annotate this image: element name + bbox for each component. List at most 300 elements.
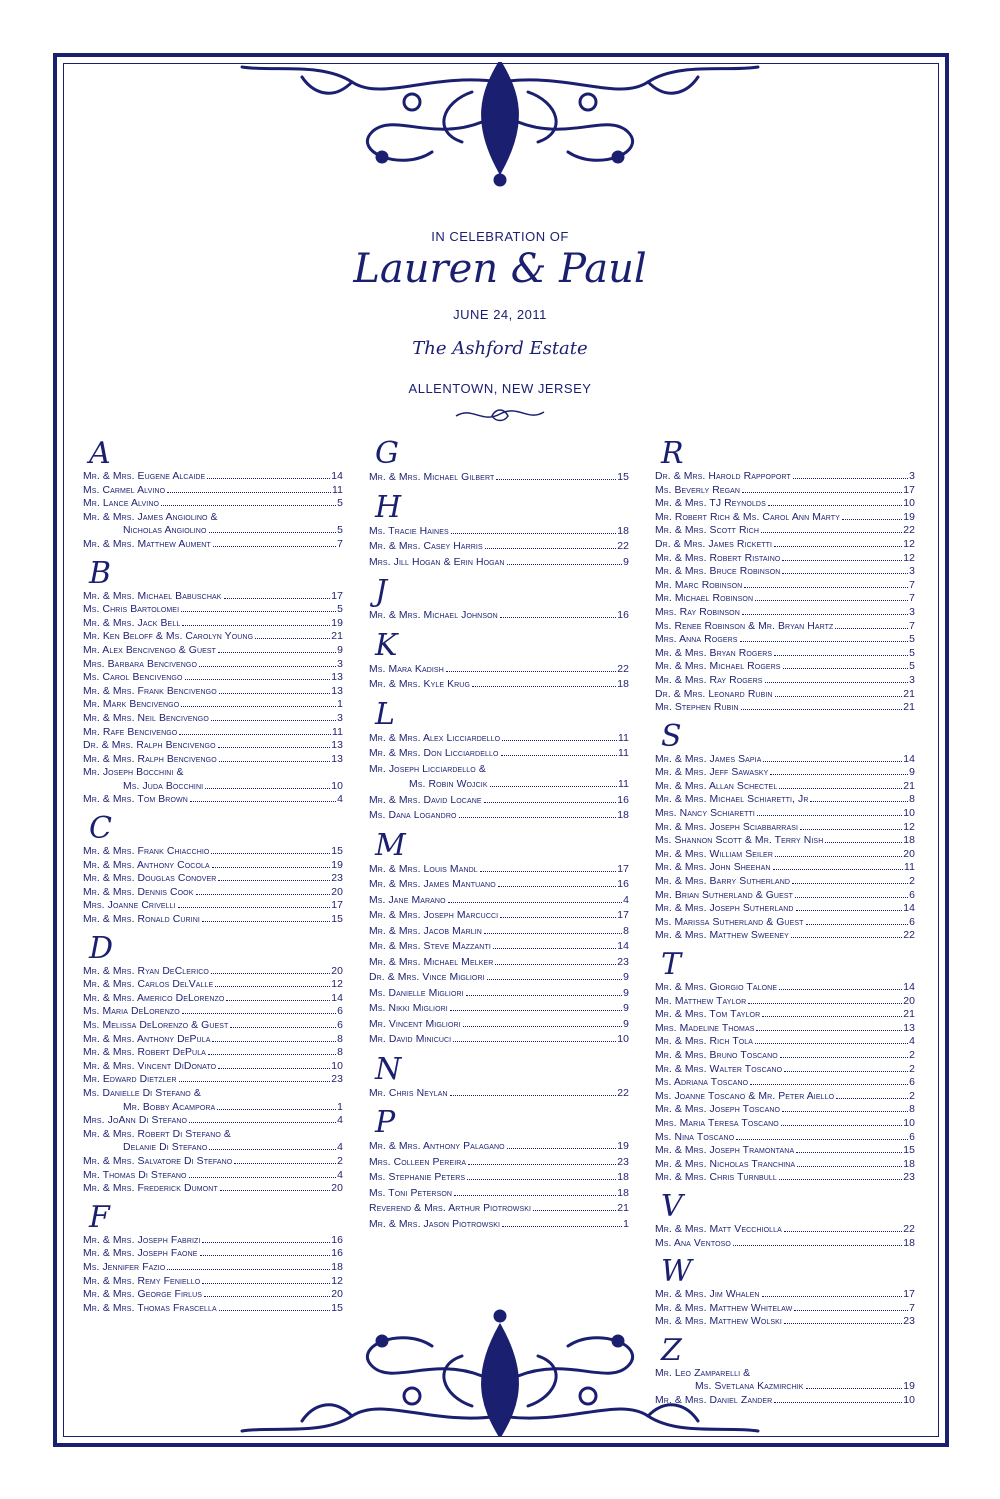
guest-column-3: [655, 438, 915, 1414]
guest-name: Mr. Joseph Licciardello &: [369, 763, 486, 775]
guest-name: Mr. & Mrs. Robert DePula: [83, 1047, 206, 1059]
table-number: 11: [618, 732, 629, 744]
guest-name: Ms. Juda Bocchini: [123, 780, 204, 792]
section-v: [655, 1188, 915, 1256]
table-number: 20: [903, 995, 915, 1007]
section-n: [369, 1051, 629, 1108]
table-number: 10: [617, 1034, 629, 1045]
table-number: 19: [331, 859, 343, 871]
ornament-bottom: [232, 1306, 768, 1436]
table-number: 18: [617, 1172, 629, 1183]
section-a: [83, 438, 343, 558]
guest-entry: [655, 688, 915, 702]
dot-leader: [454, 1195, 616, 1196]
table-number: 14: [331, 471, 343, 482]
guest-column-2: [369, 438, 629, 1238]
guest-name: Mr. & Mrs. Bruce Robinson: [655, 566, 781, 578]
table-number: 5: [337, 498, 343, 510]
guest-entry: [655, 766, 915, 780]
table-number: 7: [909, 1302, 915, 1314]
guest-name: Mr. Joseph Bocchini &: [83, 767, 184, 779]
guest-name: Mr. & Mrs. Jason Piotrowski: [369, 1218, 501, 1230]
table-number: 22: [903, 1223, 915, 1235]
table-number: 15: [903, 1145, 915, 1157]
dot-leader: [185, 679, 331, 680]
guest-column-1: [83, 438, 343, 1321]
dot-leader: [167, 492, 331, 493]
dot-leader: [741, 709, 903, 710]
guest-name: Mr. & Mrs. Louis Mandl: [369, 863, 478, 875]
dot-leader: [756, 1030, 902, 1031]
dot-leader: [480, 871, 616, 872]
guest-name: Mr. & Mrs. Casey Harris: [369, 541, 483, 552]
table-number: 2: [337, 1155, 343, 1167]
guest-name: Mr. & Mrs. William Seiler: [655, 848, 773, 860]
guest-name: Mr. & Mrs. Tom Taylor: [655, 1009, 761, 1021]
table-number: 9: [623, 1003, 629, 1014]
guest-name: Mr. & Mrs. Daniel Zander: [655, 1395, 773, 1407]
guest-name: Ms. Beverly Regan: [655, 484, 741, 496]
guest-name: Mr. & Mrs. Bryan Rogers: [655, 647, 773, 659]
guest-name: Mr. & Mrs. Frederick Dumont: [83, 1183, 218, 1195]
guest-name: Ms. Carol Bencivengo: [83, 672, 183, 684]
guest-entry: [83, 1033, 343, 1047]
guest-entry: [83, 1060, 343, 1074]
guest-name: Mr. & Mrs. Jacob Marlin: [369, 925, 482, 937]
guest-entry: [655, 511, 915, 525]
section-letter: H: [375, 489, 402, 525]
guest-entry: [83, 1128, 343, 1142]
guest-name: Ms. Chris Bartolomei: [83, 604, 180, 616]
guest-name: Mr. Alex Bencivengo & Guest: [83, 644, 217, 656]
guest-entry: [83, 658, 343, 672]
table-number: 3: [909, 471, 915, 482]
guest-name: Nicholas Angiolino: [123, 525, 207, 537]
table-number: 10: [903, 498, 915, 510]
dot-leader: [190, 801, 336, 802]
dot-leader: [234, 1163, 336, 1164]
table-number: 4: [337, 1115, 343, 1127]
table-number: 23: [617, 1156, 629, 1168]
dot-leader: [744, 587, 908, 588]
guest-entry: [655, 793, 915, 807]
guest-name: Ms. Ana Ventoso: [655, 1237, 731, 1249]
table-number: 5: [337, 525, 343, 537]
table-number: 1: [623, 1218, 629, 1230]
guest-name: Mr. & Mrs. James Mantuano: [369, 879, 496, 890]
dot-leader: [810, 801, 908, 802]
guest-name: Mrs. Jill Hogan & Erin Hogan: [369, 556, 505, 568]
guest-entry: [369, 955, 629, 971]
guest-entry: [655, 1144, 915, 1158]
table-number: 21: [903, 702, 915, 714]
guest-name: Ms. Dana Logandro: [369, 810, 457, 821]
dot-leader: [794, 1310, 908, 1311]
guest-entry: [369, 1001, 629, 1017]
guest-name: Mr. & Mrs. Ray Rogers: [655, 674, 763, 686]
dot-leader: [496, 479, 616, 480]
guest-entry: [655, 916, 915, 930]
guest-name: Mr. & Mrs. George Firlus: [83, 1289, 203, 1301]
guest-name: Mr. & Mrs. Walter Toscano: [655, 1063, 783, 1075]
table-number: 12: [331, 1275, 343, 1287]
guest-entry: [83, 497, 343, 511]
dot-leader: [825, 842, 902, 843]
guest-entry: [655, 1131, 915, 1145]
guest-entry: [83, 511, 343, 525]
table-number: 21: [903, 1009, 915, 1021]
guest-entry: [655, 524, 915, 538]
guest-name: Mrs. Colleen Pereira: [369, 1156, 467, 1168]
guest-entry: [83, 780, 343, 794]
guest-entry: [83, 1019, 343, 1033]
table-number: 17: [903, 1289, 915, 1301]
dot-leader: [212, 867, 330, 868]
table-number: 20: [331, 1289, 343, 1301]
dot-leader: [779, 989, 902, 990]
table-number: 8: [623, 925, 629, 937]
guest-entry: [83, 1261, 343, 1275]
dot-leader: [196, 894, 331, 895]
section-letter: R: [661, 436, 684, 471]
guest-name: Mr. & Mrs. Matthew Sweeney: [655, 930, 789, 942]
guest-name: Ms. Svetlana Kazmirchik: [695, 1381, 804, 1393]
guest-name: Mr. & Mrs. Joseph Faone: [83, 1248, 198, 1260]
table-number: 3: [337, 712, 343, 724]
guest-name: Mr. & Mrs. Michael Rogers: [655, 661, 781, 673]
guest-name: Mrs. Madeline Thomas: [655, 1022, 755, 1034]
dot-leader: [453, 1041, 616, 1042]
guest-entry: [655, 1076, 915, 1090]
table-number: 23: [903, 1316, 915, 1328]
guest-name: Mr. & Mrs. Neil Bencivengo: [83, 712, 209, 724]
table-number: 19: [617, 1141, 629, 1152]
venue-text: The Ashford Estate: [412, 338, 588, 359]
table-number: 21: [617, 1203, 629, 1214]
table-number: 9: [623, 972, 629, 983]
guest-name: Mr. & Mrs. Vincent DiDonato: [83, 1060, 217, 1072]
guest-name: Mr. Chris Neylan: [369, 1087, 448, 1099]
dot-leader: [202, 1283, 330, 1284]
guest-entry: [83, 1073, 343, 1087]
guest-entry: [655, 1090, 915, 1104]
guest-name: Mr. & Mrs. Salvatore Di Stefano: [83, 1155, 233, 1167]
dot-leader: [775, 856, 902, 857]
guest-name: Mrs. Anna Rogers: [655, 634, 738, 646]
dot-leader: [507, 564, 623, 565]
guest-name: Mr. Edward Dietzler: [83, 1074, 177, 1086]
dot-leader: [181, 706, 336, 707]
section-letter: Z: [661, 1332, 682, 1368]
guest-name: Ms. Mara Kadish: [369, 663, 444, 675]
guest-name: Mr. & Mrs. Anthony Cocola: [83, 859, 210, 871]
dot-leader: [770, 774, 908, 775]
guest-entry: [83, 538, 343, 552]
section-letter: D: [89, 930, 114, 966]
dot-leader: [762, 1296, 903, 1297]
table-number: 7: [909, 579, 915, 591]
dot-leader: [835, 628, 908, 629]
guest-name: Mr. & Mrs. David Locane: [369, 794, 482, 806]
table-number: 22: [617, 663, 629, 675]
dot-leader: [763, 761, 902, 762]
table-number: 20: [331, 1183, 343, 1195]
table-number: 22: [617, 1087, 629, 1099]
table-number: 16: [331, 1248, 343, 1260]
event-location: [300, 380, 700, 398]
guest-name: Mrs. Nancy Schiaretti: [655, 808, 755, 820]
table-number: 15: [331, 1302, 343, 1314]
dot-leader: [487, 979, 622, 980]
dot-leader: [502, 740, 617, 741]
guest-name: Mr. & Mrs. Matthew Aument: [83, 538, 211, 550]
dot-leader: [774, 1402, 902, 1403]
section-letter: S: [661, 718, 682, 754]
table-number: 22: [903, 930, 915, 942]
guest-name: Mr. & Mrs. Giorgio Talone: [655, 982, 778, 993]
dot-leader: [219, 761, 330, 762]
dot-leader: [217, 1109, 336, 1110]
dot-leader: [202, 1242, 330, 1243]
dot-leader: [774, 546, 902, 547]
guest-entry: [655, 1171, 915, 1185]
table-number: 9: [337, 644, 343, 656]
table-number: 16: [331, 1234, 343, 1246]
dot-leader: [472, 686, 616, 687]
intro-text: IN CELEBRATION OF: [431, 229, 569, 244]
guest-entry: [83, 1141, 343, 1155]
dot-leader: [215, 986, 330, 987]
guest-name: Ms. Melissa DeLorenzo & Guest: [83, 1020, 229, 1031]
guest-entry: [83, 524, 343, 538]
table-number: 11: [618, 779, 629, 790]
couple-names: [300, 246, 700, 292]
guest-entry: [83, 470, 343, 484]
guest-entry: [369, 1201, 629, 1217]
dot-leader: [784, 1071, 908, 1072]
guest-entry: [83, 872, 343, 886]
table-number: 6: [909, 916, 915, 928]
dot-leader: [468, 1164, 616, 1165]
table-number: 23: [331, 1074, 343, 1086]
guest-entry: [655, 821, 915, 835]
table-number: 16: [617, 794, 629, 806]
dot-leader: [498, 886, 616, 887]
guest-name: Dr. & Mrs. Harold Rappoport: [655, 471, 791, 482]
table-number: 17: [617, 910, 629, 921]
table-number: 4: [337, 1169, 343, 1181]
table-number: 18: [903, 1158, 915, 1170]
table-number: 6: [909, 1131, 915, 1143]
table-number: 4: [337, 1142, 343, 1154]
guest-name: Mr. & Mrs. Barry Sutherland: [655, 876, 791, 888]
guest-entry: [369, 555, 629, 571]
guest-entry: [369, 924, 629, 940]
guest-name: Mr. & Mrs. Remy Feniello: [83, 1275, 201, 1287]
dot-leader: [757, 815, 902, 816]
guest-name: Mr. & Mrs. Jack Bell: [83, 617, 181, 629]
guest-entry: [655, 1223, 915, 1237]
guest-entry: [655, 889, 915, 903]
guest-name: Ms. Toni Peterson: [369, 1187, 453, 1199]
table-number: 17: [617, 863, 629, 875]
guest-name: Mr. & Mrs. Douglas Conover: [83, 873, 217, 885]
table-number: 21: [903, 780, 915, 792]
guest-entry: [655, 848, 915, 862]
table-number: 14: [331, 992, 343, 1004]
dot-leader: [448, 902, 622, 903]
dot-leader: [782, 1111, 908, 1112]
date-text: JUNE 24, 2011: [453, 307, 547, 322]
guest-entry: [369, 877, 629, 893]
dot-leader: [500, 617, 616, 618]
dot-leader: [484, 933, 622, 934]
guest-entry: [655, 1063, 915, 1077]
guest-entry: [83, 617, 343, 631]
guest-name: Mr. & Mrs. Ryan DeClerico: [83, 965, 209, 977]
dot-leader: [200, 1255, 331, 1256]
guest-entry: [369, 1217, 629, 1233]
guest-entry: [83, 1169, 343, 1183]
table-number: 18: [331, 1261, 343, 1273]
table-number: 12: [903, 821, 915, 833]
guest-entry: [83, 484, 343, 498]
table-number: 14: [617, 941, 629, 952]
table-number: 6: [909, 889, 915, 901]
dot-leader: [762, 1016, 902, 1017]
guest-entry: [83, 978, 343, 992]
dot-leader: [218, 880, 330, 881]
guest-entry: [83, 1247, 343, 1261]
guest-name: Mr. & Mrs. Michael Johnson: [369, 610, 498, 621]
guest-name: Mr. & Mrs. Anthony DePula: [83, 1033, 211, 1045]
guest-name: Mr. Bobby Acampora: [123, 1101, 216, 1113]
guest-name: Mr. Michael Robinson: [655, 593, 754, 605]
dot-leader: [782, 573, 908, 574]
guest-name: Mr. & Mrs. Ralph Bencivengo: [83, 753, 217, 765]
guest-name: Ms. Shannon Scott & Mr. Terry Nish: [655, 835, 824, 847]
dot-leader: [742, 492, 902, 493]
dot-leader: [533, 1210, 616, 1211]
guest-name: Mr. & Mrs. Allan Schectel: [655, 780, 778, 792]
table-number: 17: [331, 590, 343, 602]
dot-leader: [774, 655, 908, 656]
table-number: 5: [909, 634, 915, 646]
table-number: 21: [331, 631, 343, 643]
guest-name: Mr. & Mrs. Alex Licciardello: [369, 732, 501, 744]
dot-leader: [450, 1010, 622, 1011]
guest-entry: [83, 712, 343, 726]
guest-name: Mr. & Mrs. Chris Turnbull: [655, 1172, 777, 1184]
table-number: 15: [617, 472, 629, 483]
dot-leader: [181, 611, 336, 612]
table-number: 18: [617, 525, 629, 537]
dot-leader: [755, 600, 908, 601]
guest-entry: [83, 992, 343, 1006]
table-number: 6: [909, 1077, 915, 1089]
location-text: ALLENTOWN, NEW JERSEY: [408, 381, 592, 396]
section-g: [369, 438, 629, 492]
guest-name: Ms. Jennifer Fazio: [83, 1261, 166, 1273]
dot-leader: [211, 720, 336, 721]
guest-name: Mr. & Mrs. James Sapia: [655, 753, 762, 765]
dot-leader: [182, 625, 330, 626]
guest-entry: [369, 1032, 629, 1048]
guest-name: Mr. Matthew Taylor: [655, 995, 747, 1007]
guest-name: Mr. & Mrs. Thomas Frascella: [83, 1302, 217, 1314]
guest-entry: [655, 1117, 915, 1131]
guest-name: Mr. Vincent Migliori: [369, 1018, 461, 1030]
guest-name: Mr. & Mrs. Joseph Sutherland: [655, 903, 794, 915]
guest-name: Mr. & Mrs. Rich Tola: [655, 1036, 754, 1048]
section-letter: V: [661, 1188, 683, 1224]
guest-entry: [369, 808, 629, 824]
dot-leader: [501, 755, 617, 756]
section-r: [655, 438, 915, 721]
guest-entry: [83, 899, 343, 913]
table-number: 7: [909, 620, 915, 632]
guest-entry: [369, 893, 629, 909]
dot-leader: [781, 1125, 902, 1126]
table-number: 2: [909, 1090, 915, 1102]
guest-name: Mr. & Mrs. Joseph Toscano: [655, 1104, 781, 1116]
guest-entry: [83, 1275, 343, 1289]
dot-leader: [466, 995, 622, 996]
guest-entry: [655, 1158, 915, 1172]
section-b: [83, 555, 343, 814]
table-number: 20: [331, 965, 343, 977]
dot-leader: [208, 1054, 336, 1055]
guest-entry: [369, 793, 629, 809]
guest-entry: [369, 539, 629, 555]
guest-name: Mr. & Mrs. Matthew Whitelaw: [655, 1302, 793, 1314]
dot-leader: [793, 478, 908, 479]
guest-entry: [369, 777, 629, 793]
guest-entry: [655, 647, 915, 661]
table-number: 17: [903, 484, 915, 496]
guest-name: Mr. Ken Beloff & Ms. Carolyn Young: [83, 631, 254, 643]
table-number: 18: [617, 679, 629, 690]
table-number: 4: [337, 794, 343, 806]
names-text: Lauren & Paul: [353, 246, 647, 292]
dot-leader: [768, 505, 902, 506]
dot-leader: [459, 817, 617, 818]
table-number: 20: [331, 886, 343, 898]
section-letter: B: [89, 555, 112, 591]
dot-leader: [507, 1148, 617, 1149]
guest-entry: [655, 1103, 915, 1117]
guest-entry: [655, 660, 915, 674]
table-number: 7: [909, 593, 915, 605]
table-number: 11: [332, 484, 343, 496]
guest-name: Mr. & Mrs. Joseph Tramontana: [655, 1145, 795, 1157]
guest-entry: [369, 970, 629, 986]
dot-leader: [836, 1098, 908, 1099]
section-letter: N: [375, 1051, 402, 1087]
section-letter: G: [375, 436, 399, 471]
guest-entry: [369, 470, 629, 486]
guest-name: Mr. & Mrs. Matthew Wolski: [655, 1316, 782, 1328]
guest-entry: [83, 1087, 343, 1101]
guest-name: Mr. Thomas Di Stefano: [83, 1169, 187, 1181]
dot-leader: [211, 973, 330, 974]
section-d: [83, 930, 343, 1202]
dot-leader: [218, 1068, 330, 1069]
dot-leader: [806, 924, 909, 925]
ornament-top: [232, 62, 768, 192]
guest-name: Mr. & Mrs. Carlos DelValle: [83, 979, 214, 991]
guest-entry: [655, 701, 915, 715]
